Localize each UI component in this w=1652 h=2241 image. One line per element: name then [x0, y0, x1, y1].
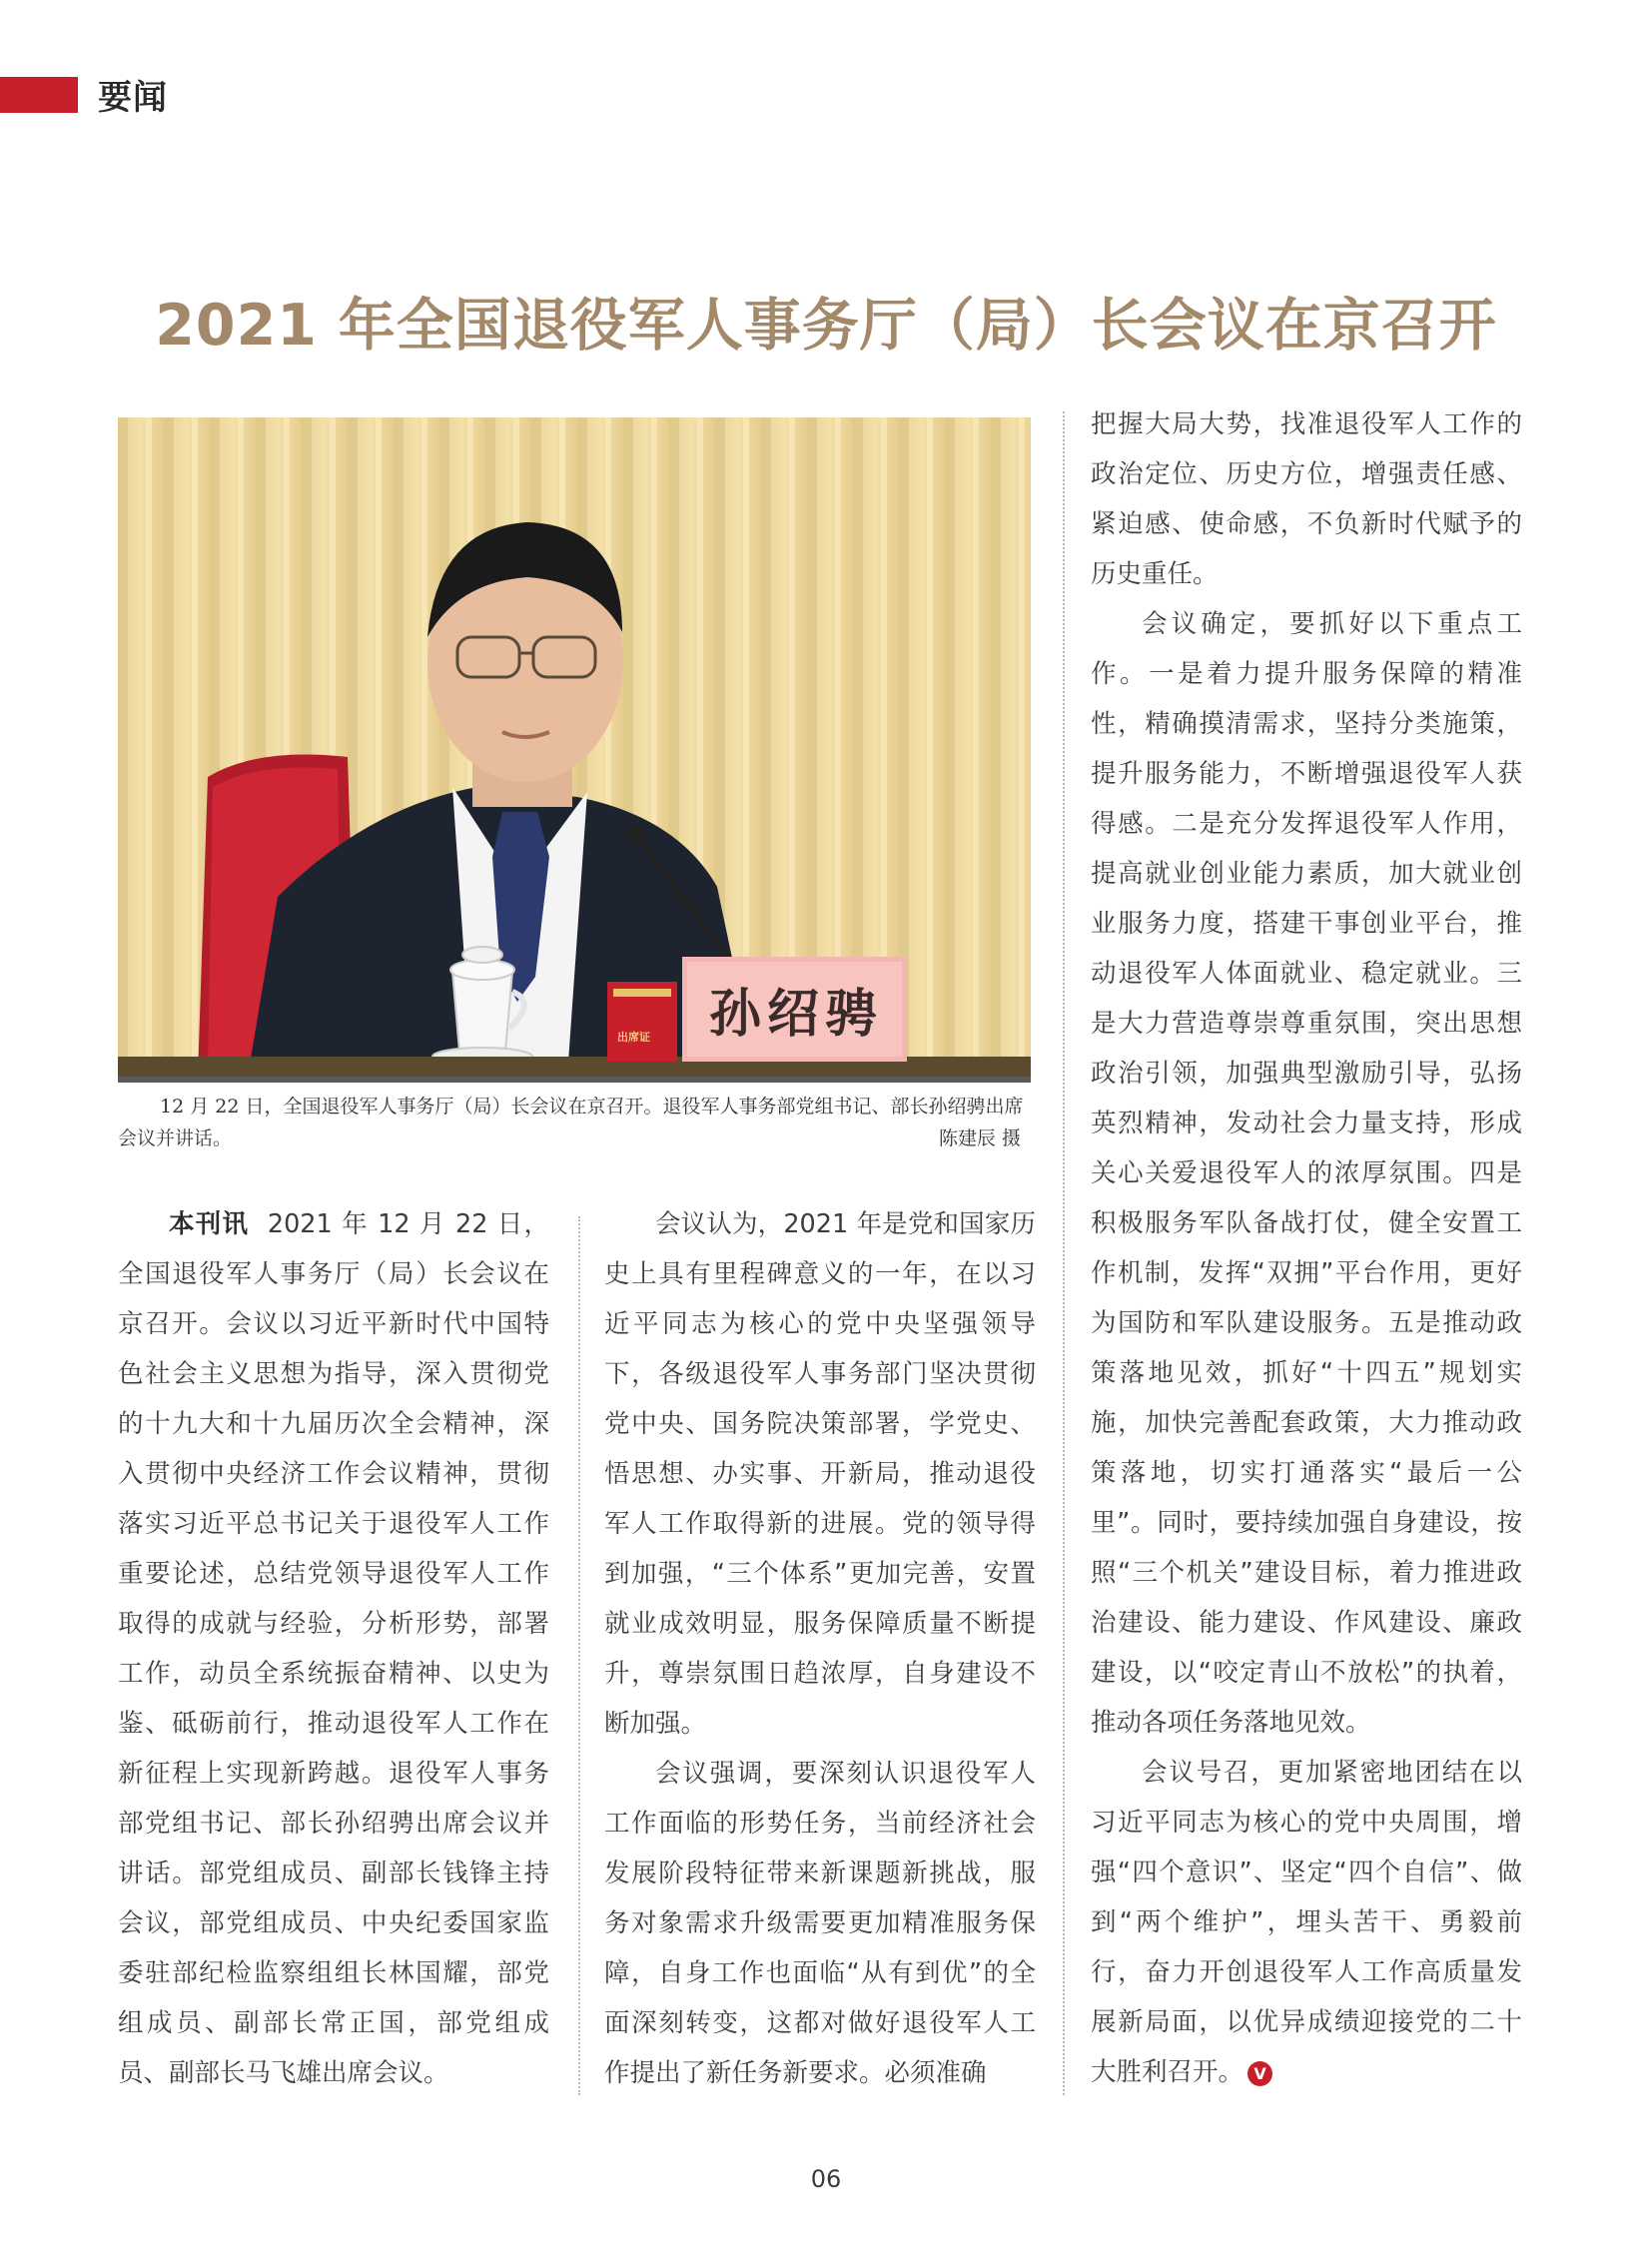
column-divider [1063, 411, 1065, 2095]
paragraph-text: 会议号召，更加紧密地团结在以习近平同志为核心的党中央周围，增强“四个意识”、坚定“四个自信”、做到“两个维护”，埋头苦干、勇毅前行，奋力开创退役军人工作高质量发展新局面，以优异成绩迎接党的二十大胜利召开。 [1091, 1758, 1522, 2087]
page-number: 06 [810, 2165, 842, 2193]
article-column-2 [604, 1199, 1036, 2098]
section-label: 要闻 [98, 78, 168, 118]
article-photo [118, 417, 1031, 1083]
article-title: 2021 年全国退役军人事务厅（局）长会议在京召开 [155, 293, 1497, 359]
photo-nameplate: 孙绍骋 [708, 984, 883, 1045]
end-mark-icon: V [1247, 2061, 1272, 2086]
paragraph: 会议强调，要深刻认识退役军人工作面临的形势任务，当前经济社会发展阶段特征带来新课题新挑战，服务对象需求升级需要更加精准服务保障，自身工作也面临“从有到优”的全面深刻转变，这都对做好退役军人工作提出了新任务新要求。必须准确 [604, 1759, 1036, 2088]
photo-badge-text: 出席证 [617, 1031, 650, 1044]
photo-caption [118, 1091, 1031, 1154]
article-column-1 [118, 1199, 549, 2098]
caption-text: 12 月 22 日，全国退役军人事务厅（局）长会议在京召开。退役军人事务部党组书记、部长孙绍骋出席会议并讲话。 [118, 1096, 1024, 1149]
section-color-bar [0, 77, 78, 113]
news-lead: 本刊讯 [169, 1209, 250, 1239]
paragraph [1091, 1748, 1522, 2097]
paragraph: 把握大局大势，找准退役军人工作的政治定位、历史方位，增强责任感、紧迫感、使命感，不负新时代赋予的历史重任。 [1091, 409, 1522, 589]
paragraph: 会议确定，要抓好以下重点工作。一是着力提升服务保障的精准性，精确摸清需求，坚持分类施策，提升服务能力，不断增强退役军人获得感。二是充分发挥退役军人作用，提高就业创业能力素质，加大就业创业服务力度，搭建干事创业平台，推动退役军人体面就业、稳定就业。三是大力营造尊崇尊重氛围，突出思想政治引领，加强典型激励引导，弘扬英烈精神，发动社会力量支持，形成关心关爱退役军人的浓厚氛围。四是积极服务军队备战打仗，健全安置工作机制，发挥“双拥”平台作用，更好为国防和军队建设服务。五是推动政策落地见效，抓好“十四五”规划实施，加快完善配套政策，大力推动政策落地，切实打通落实“最后一公里”。同时，要持续加强自身建设，按照“三个机关”建设目标，着力推进政治建设、能力建设、作风建设、廉政建设，以“咬定青山不放松”的执着，推动各项任务落地见效。 [1091, 609, 1522, 1738]
paragraph: 会议认为，2021 年是党和国家历史上具有里程碑意义的一年，在以习近平同志为核心的党中央坚强领导下，各级退役军人事务部门坚决贯彻党中央、国务院决策部署，学党史、悟思想、办实事、开新局，推动退役军人工作取得新的进展。党的领导得到加强，“三个体系”更加完善，安置就业成效明显，服务保障质量不断提升，尊崇氛围日趋浓厚，自身建设不断加强。 [604, 1209, 1036, 1739]
caption-credit: 陈建辰 摄 [938, 1127, 1021, 1149]
paragraph-text: 2021 年 12 月 22 日，全国退役军人事务厅（局）长会议在京召开。会议以习近平新时代中国特色社会主义思想为指导，深入贯彻党的十九大和十九届历次全会精神，深入贯彻中央经济工作会议精神，贯彻落实习近平总书记关于退役军人工作重要论述，总结党领导退役军人工作取得的成就与经验，分析形势，部署工作，动员全系统振奋精神、以史为鉴、砥砺前行，推动退役军人工作在新征程上实现新跨越。退役军人事务部党组书记、部长孙绍骋出席会议并讲话。部党组成员、副部长钱锋主持会议，部党组成员、中央纪委国家监委驻部纪检监察组组长林国耀，部党组成员、副部长常正国，部党组成员、副部长马飞雄出席会议。 [118, 1209, 549, 2088]
paragraph [118, 1199, 549, 2098]
column-divider [578, 1216, 580, 2095]
article-column-3 [1091, 399, 1522, 2097]
